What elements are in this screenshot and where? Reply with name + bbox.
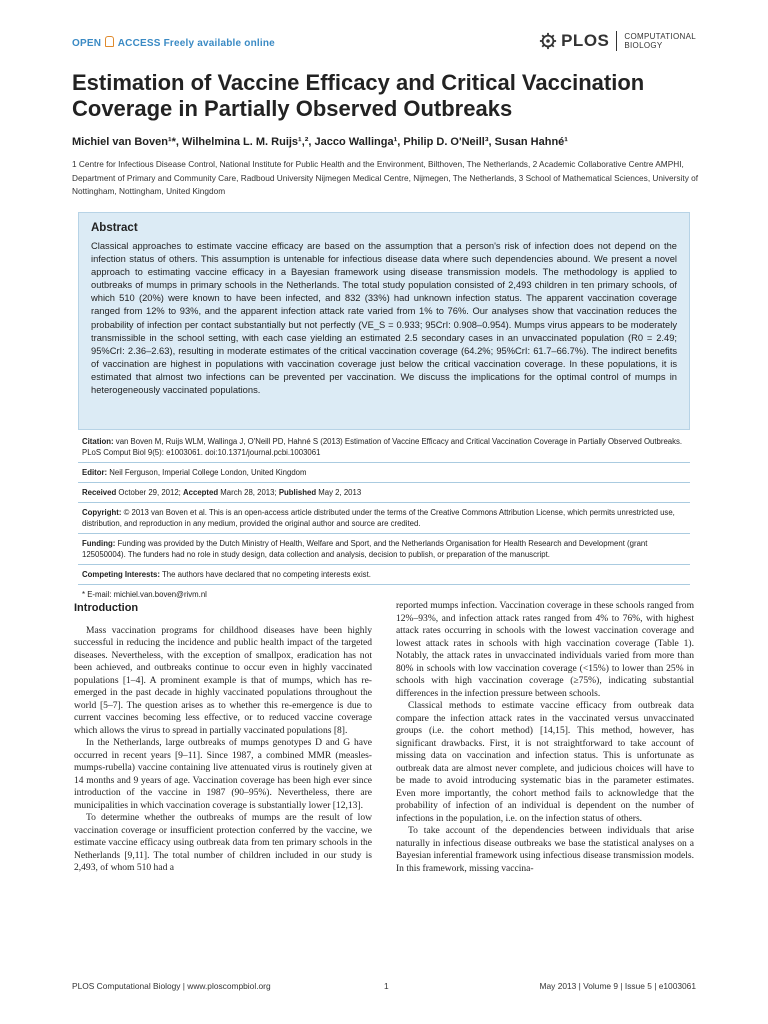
funding	[82, 538, 690, 560]
copyright-label: Copyright:	[82, 508, 122, 517]
introduction-heading: Introduction	[74, 602, 139, 614]
copyright	[82, 507, 690, 529]
article-title-line1: Estimation of Vaccine Efficacy and Critical Vaccination	[72, 70, 645, 95]
gear-icon	[539, 32, 557, 50]
competing-label: Competing Interests:	[82, 570, 160, 579]
body-column-right	[396, 600, 694, 875]
author-list: Michiel van Boven¹*, Wilhelmina L. M. Ruijs¹,², Jacco Wallinga¹, Philip D. O'Neill³, Susan Hahné¹	[72, 136, 568, 148]
citation-label: Citation:	[82, 437, 114, 446]
citation-text: van Boven M, Ruijs WLM, Wallinga J, O'Neill PD, Hahné S (2013) Estimation of Vaccine Efficacy and Critical Vaccination Coverage in Partially Observed Outbreaks. PLoS Comput Biol 9(5): e1003061. doi:10.1371/journal.pcbi.1003061	[82, 437, 683, 457]
received-label: Received	[82, 488, 117, 497]
footer-issue: May 2013 | Volume 9 | Issue 5 | e1003061	[539, 981, 696, 991]
author-email: * E-mail: michiel.van.boven@rivm.nl	[82, 590, 207, 599]
accepted-date: March 28, 2013;	[220, 488, 277, 497]
article-title	[72, 70, 702, 122]
open-lock-icon	[105, 36, 114, 47]
published-date: May 2, 2013	[318, 488, 362, 497]
body-column-left	[74, 600, 372, 875]
body-paragraph: In the Netherlands, large outbreaks of mumps genotypes D and G have occurred in recent years [9–11]. Since 1987, a combined MMR (measles-mumps-rubella) vaccine containing live attenuated virus is routinely given at 14 months and 9 years of age. Vaccination coverage has been high ever since introduction of the vaccine in 1987 (90–95%). Nevertheless, there are municipalities in which vaccination coverage is substantially lower [12,13].	[74, 737, 372, 811]
body-paragraph: To determine whether the outbreaks of mumps are the result of low vaccination coverage or insufficient protection conferred by the vaccine, we estimate vaccine efficacy using outbreak data from ten primary schools in the Netherlands [9,11]. The total number of children included in our study is 2,493, of whom 510 had a	[74, 812, 372, 873]
funding-text: Funding was provided by the Dutch Ministry of Health, Welfare and Sport, and the Netherlands Organisation for Health Research and Development (grant 125050004). The funders had no role in study design, data collection and analysis, decision to publish, or preparation of the manuscript.	[82, 539, 648, 559]
abstract-heading: Abstract	[91, 222, 138, 234]
dates	[82, 487, 690, 498]
affiliations: 1 Centre for Infectious Disease Control, National Institute for Public Health and the Environment, Bilthoven, The Netherlands, 2 Academic Collaborative Centre AMPHI, Department of Primary and Community Care, Radboud University Nijmegen Medical Centre, Nijmegen, The Netherlands, 3 School of Mathematical Sciences, University of Nottingham, Nottingham, United Kingdom	[72, 159, 699, 196]
citation	[82, 436, 690, 458]
meta-divider	[78, 462, 690, 463]
editor-label: Editor:	[82, 468, 108, 477]
plos-logo	[539, 28, 696, 54]
editor	[82, 467, 690, 478]
meta-divider	[78, 564, 690, 565]
body-paragraph: reported mumps infection. Vaccination coverage in these schools ranged from 12%–93%, and infection attack rates ranged from 4% to 76%, with highest attack rates occurring in schools with the lowest vaccination coverage and lowest attack rates in schools with high vaccination coverage (Table 1). Notably, the attack rates in unvaccinated individuals varied from more than 80% in schools with low vaccination coverage (<15%) to lower than 25% in schools with high vaccination coverage (≥75%), indicating substantial differences in the infection pressure between schools.	[396, 600, 694, 699]
journal-name-line1: COMPUTATIONAL	[624, 32, 696, 41]
body-paragraph: Mass vaccination programs for childhood diseases have been highly successful in reducing the incidence and public health impact of the targeted diseases. Nevertheless, with the exception of smallpox, eradication has not been achieved, and outbreaks continue to occur even in highly vaccinated populations [1–4]. A prominent example is that of mumps, which has re-emerged in the past decade in highly vaccinated populations throughout the world [5–7]. The question arises as to whether this re-emergence is due to current vaccines becoming less effective, or to reduced vaccine coverage which allows the virus to spread in partially vaccinated populations [8].	[74, 624, 372, 736]
copyright-text: © 2013 van Boven et al. This is an open-access article distributed under the terms of the Creative Commons Attribution License, which permits unrestricted use, distribution, and reproduction in any medium, provided the original author and source are credited.	[82, 508, 675, 528]
journal-name	[624, 32, 696, 50]
page-number: 1	[384, 981, 389, 991]
body-paragraph: To take account of the dependencies between individuals that arise naturally in infectious disease outbreaks we base the statistical analyses on a Bayesian inferential framework using infectious disease transmission models. In this framework, missing vaccina-	[396, 825, 694, 874]
competing-text: The authors have declared that no competing interests exist.	[162, 570, 371, 579]
competing-interests	[82, 569, 690, 580]
article-metadata	[78, 436, 690, 604]
open-access-label-b: ACCESS Freely available online	[117, 38, 275, 49]
footer-journal: PLOS Computational Biology | www.ploscompbiol.org	[72, 981, 271, 991]
open-access-badge	[72, 36, 275, 49]
accepted-label: Accepted	[183, 488, 219, 497]
editor-text: Neil Ferguson, Imperial College London, United Kingdom	[109, 468, 307, 477]
plos-wordmark: PLOS	[561, 31, 610, 50]
abstract-text: Classical approaches to estimate vaccine efficacy are based on the assumption that a person's risk of infection does not depend on the infection status of others. This assumption is untenable for infectious disease data where such dependencies abound. We present a novel approach to estimating vaccine efficacy in a Bayesian framework using disease transmission models. The methodology is applied to outbreaks of mumps in primary schools in the Netherlands. The total study population consisted of 2,493 children in ten primary schools, of which 510 (20%) were known to have been infected, and 832 (33%) had unknown infection status. The apparent vaccination coverage ranged from 12% to 93%, and the apparent infection attack rate varied from 1% to 76%. Our analyses show that vaccination reduces the probability of infection per contact substantially but not perfectly (VE_S = 0.933; 95CrI: 0.908–0.954). Mumps virus appears to be moderately transmissible in the school setting, with each case yielding an estimated 2.5 secondary cases in an unvaccinated population (R0 = 2.49; 95%CrI: 2.36–2.63), resulting in moderate estimates of the critical vaccination coverage (64.2%; 95%CrI: 61.7–66.7%). The indirect benefits of vaccination are highest in populations with vaccination coverage just below the critical vaccination coverage. In these populations, it is estimated that almost two infections can be prevented per vaccination. We discuss the implications for the optimal control of mumps in heterogeneously vaccinated populations.	[91, 241, 677, 396]
journal-name-line2: BIOLOGY	[624, 41, 663, 50]
published-label: Published	[278, 488, 317, 497]
funding-label: Funding:	[82, 539, 116, 548]
meta-divider	[78, 584, 690, 585]
abstract-box	[78, 212, 690, 430]
meta-divider	[78, 502, 690, 503]
open-access-label-a: OPEN	[72, 38, 102, 49]
article-title-line2: Coverage in Partially Observed Outbreaks	[72, 96, 513, 121]
logo-divider	[616, 31, 617, 51]
meta-divider	[78, 482, 690, 483]
journal-header	[72, 28, 696, 62]
meta-divider	[78, 533, 690, 534]
body-paragraph: Classical methods to estimate vaccine efficacy from outbreak data compare the infection attack rates in the vaccinated versus unvaccinated groups (i.e. the cohort method) [14,15]. This method, however, has significant drawbacks. First, it is not straightforward to take account of missing data on vaccination and infection status. This is unfortunate as outbreak data are almost never complete, and judicious choices will have to be made to avoid introducing systematic bias in the parameter estimates. Even more importantly, the cohort method fails to acknowledge that the probability of infection of an individual is dependent on the number of infections in the population, i.e. on the infection status of others.	[396, 700, 694, 824]
received-date: October 29, 2012;	[118, 488, 181, 497]
